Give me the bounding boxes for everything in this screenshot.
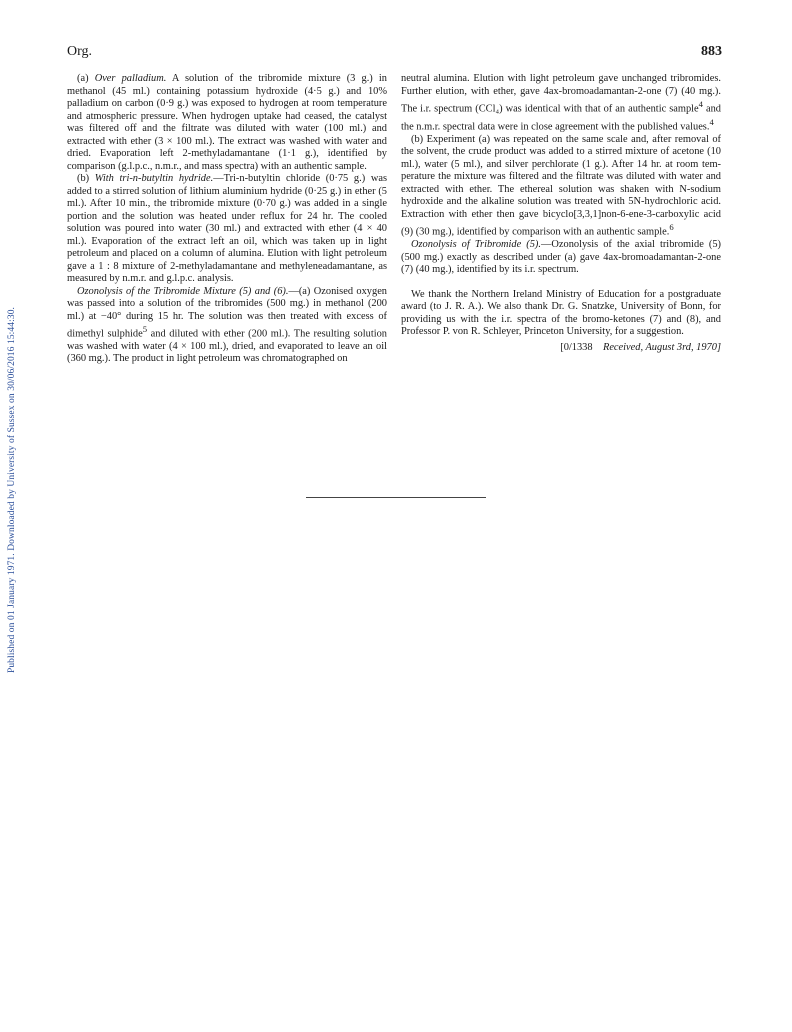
para-heading: Over palladium. [94, 73, 167, 84]
paragraph-over-palladium [67, 73, 387, 173]
acknowledgements: We thank the Northern Ireland Ministry of Education for a postgraduate award (to J. R. A.). We also thank Dr. G. Snatzke, University of Bonn, for providing us with the i.r. spectra of the bromo-ketones (7) and (8), and Professor P. von R. Schleyer, Princeton University, for a suggestion. [401, 288, 721, 338]
received-date: Received, August 3rd, 1970] [602, 341, 721, 353]
end-rule [306, 497, 486, 498]
para-text: —Tri-n-butyltin chloride (0·75 g.) was added to a stirred solution of lithium aluminium hydride (0·25 g.) in ether (5 ml.). After 10 min., the tribromide mixture (0·70 g.) was added in a single portion and the solution was heated under reflux for 24 hr. The cooled solution was poured into water (30 ml.) and extracted with ether (4 × 40 ml.). Evaporation of the extract left an oil, which was taken up in light petroleum and placed on a column of alumina. Elution with light petroleum gave a 1 : 8 mixture of 2-methyladamantane and methyleneadamantane, as measured by n.m.r. and g.l.p.c. analysis. [67, 173, 387, 284]
reference-sup: 4 [698, 99, 703, 109]
paragraph-continued [401, 73, 721, 134]
para-text: (b) Experiment (a) was repeated on the same scale and, after removal of the solvent, the crude product was added to a stirred mixture of acetone (10 ml.), water (5 ml.), and silver perchlorate (1 g.). After 14 hr. at room temperature the mixture was filtered and the filtrate was diluted with water and extracted with ether. The ethereal solution was shaken with N-sodium hydroxide and the alkaline solution was treated with 5N-hydrochloric acid. Extraction with ether then gave bicyclo[3,3,1]non-6-ene-3-carboxylic acid (9) (30 mg.), identified by comparison with an authentic sample. [401, 133, 721, 238]
received-line [401, 342, 721, 355]
download-notice-text: Published on 01 January 1971. Downloaded by University of Sussex on 30/06/2016 15:44:30. [7, 306, 17, 674]
paragraph-ozonolysis-mixture [67, 286, 387, 366]
journal-name: Org. [67, 44, 93, 59]
para-text: neutral alumina. Elution with light petroleum gave unchanged tribromides. Further elution, with ether, gave 4ax-bromoadamantan-2-one (7) (40 mg.). The i.r. spectrum (CCl₄) was identical with that of an authentic sample [401, 73, 721, 115]
para-lead: (a) [77, 73, 95, 84]
paragraph-experiment-b [401, 134, 721, 239]
reference-sup: 6 [669, 222, 674, 233]
para-lead: (b) [77, 173, 95, 184]
para-text: A solution of the tribromide mixture (3 g.) in methanol (45 ml.) containing potassium hydroxide (4·5 g.) and 10% palladium on carbon (0·9 g.) was exposed to hydrogen at room temperature and atmospheric pressure. When hydrogen uptake had ceased, the catalyst was filtered off and the filtrate was diluted with water (100 ml.) and extracted with ether (3 × 100 ml.). The extract was washed with water and dried. Evaporation left 2-methyladamantane (1·1 g.), identified by comparison (g.l.p.c., n.m.r., and mass spectra) with an authentic sample. [67, 73, 387, 172]
para-heading: Ozonolysis of the Tribromide Mixture (5) and (6). [77, 285, 289, 297]
para-heading: With tri-n-butyltin hydride. [94, 173, 214, 184]
download-notice [2, 250, 22, 730]
para-heading: Ozonolysis of Tribromide (5). [411, 239, 541, 251]
para-text: and the n.m.r. spectral data were in close agreement with the published values. [401, 103, 721, 133]
left-column [67, 73, 387, 366]
manuscript-ref: [0/1338 [560, 341, 593, 353]
paragraph-tributyltin [67, 173, 387, 286]
para-text: and diluted with ether (200 ml.). The resulting solution was washed with water (4 × 100 ml.), dried, and evaporated to leave an oil (360 mg.). The product in light petroleum was chromatographed on [67, 328, 387, 365]
right-column [401, 73, 721, 354]
reference-sup: 5 [142, 324, 148, 334]
page-number: 883 [701, 44, 722, 59]
paragraph-ozonolysis-tribromide [401, 239, 721, 277]
para-text: —Ozonolysis of the axial tribromide (5) (500 mg.) exactly as described under (a) gave 4ax-bromoadamantan-2-one (7) (40 mg.), identified by its i.r. spectrum. [401, 239, 722, 276]
reference-sup: 4 [709, 116, 714, 127]
para-text: —(a) Ozonised oxygen was passed into a solution of the tribromides (500 mg.) in methanol (200 ml.) at −40° during 15 hr. The solution was then treated with excess of dimethyl sulphide [67, 285, 387, 340]
